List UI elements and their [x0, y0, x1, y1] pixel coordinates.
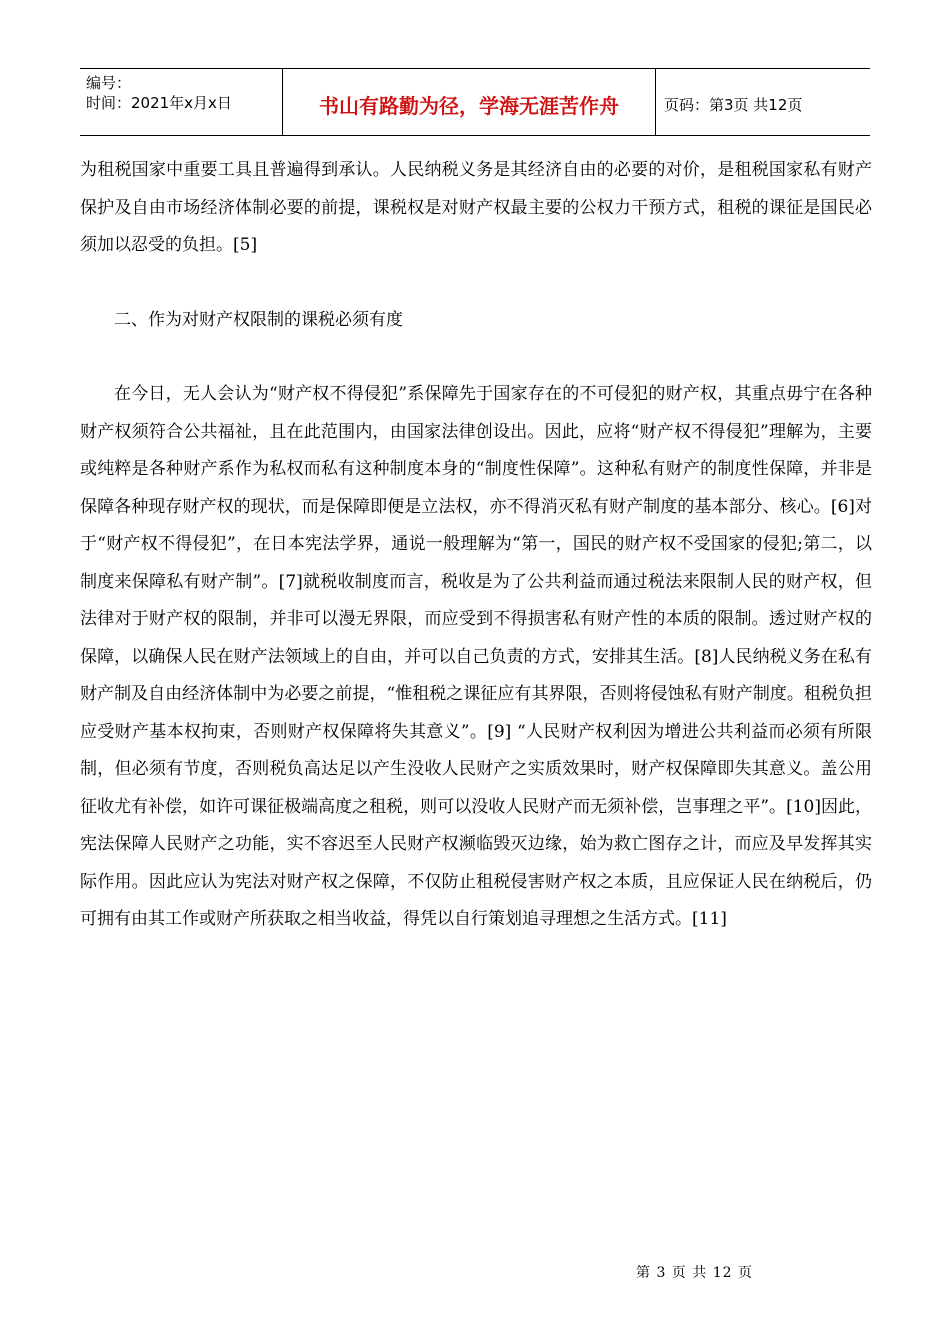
header-meta — [80, 69, 282, 135]
header-page-info: 页码：第3页 共12页 — [664, 95, 803, 114]
document-date: 时间：2021年x月x日 — [86, 94, 232, 112]
header-motto: 书山有路勤为径，学海无涯苦作舟 — [282, 69, 656, 135]
body-paragraph: 在今日，无人会认为“财产权不得侵犯”系保障先于国家存在的不可侵犯的财产权，其重点毋宁在各种财产权须符合公共福祉，且在此范围内，由国家法律创设出。因此，应将“财产权不得侵犯”理解为，主要或纯粹是各种财产系作为私权而私有这种制度本身的“制度性保障”。这种私有财产的制度性保障，并非是保障各种现存财产权的现状，而是保障即便是立法权，亦不得消灭私有财产制度的基本部分、核心。[6]对于“财产权不得侵犯”，在日本宪法学界，通说一般理解为“第一，国民的财产权不受国家的侵犯;第二，以制度来保障私有财产制”。[7]就税收制度而言，税收是为了公共利益而通过税法来限制人民的财产权，但法律对于财产权的限制，并非可以漫无界限，而应受到不得损害私有财产性的本质的限制。透过财产权的保障，以确保人民在财产法领域上的自由，并可以自己负责的方式，安排其生活。[8]人民纳税义务在私有财产制及自由经济体制中为必要之前提，“惟租税之课征应有其界限，否则将侵蚀私有财产制度。租税负担应受财产基本权拘束，否则财产权保障将失其意义”。[9] “人民财产权利因为增进公共利益而必须有所限制，但必须有节度，否则税负高达足以产生没收人民财产之实质效果时，财产权保障即失其意义。盖公用征收尤有补偿，如许可课征极端高度之租税，则可以没收人民财产而无须补偿，岂事理之平”。[10]因此，宪法保障人民财产之功能，实不容迟至人民财产权濒临毁灭边缘，始为救亡图存之计，而应及早发挥其实际作用。因此应认为宪法对财产权之保障，不仅防止租税侵害财产权之本质，且应保证人民在纳税后，仍可拥有由其工作或财产所获取之相当收益，得凭以自行策划追寻理想之生活方式。[11] — [80, 384, 872, 929]
body-paragraph: 为租税国家中重要工具且普遍得到承认。人民纳税义务是其经济自由的必要的对价，是租税国家私有财产保护及自由市场经济体制必要的前提，课税权是对财产权最主要的公权力干预方式，租税的课征是国民必须加以忍受的负担。[5] — [80, 160, 872, 255]
document-header — [80, 68, 870, 136]
page-footer: 第 3 页 共 12 页 — [636, 1265, 753, 1281]
document-number-label: 编号： — [86, 74, 132, 92]
section-heading: 二、作为对财产权限制的课税必须有度 — [114, 309, 403, 330]
document-body — [80, 152, 872, 939]
